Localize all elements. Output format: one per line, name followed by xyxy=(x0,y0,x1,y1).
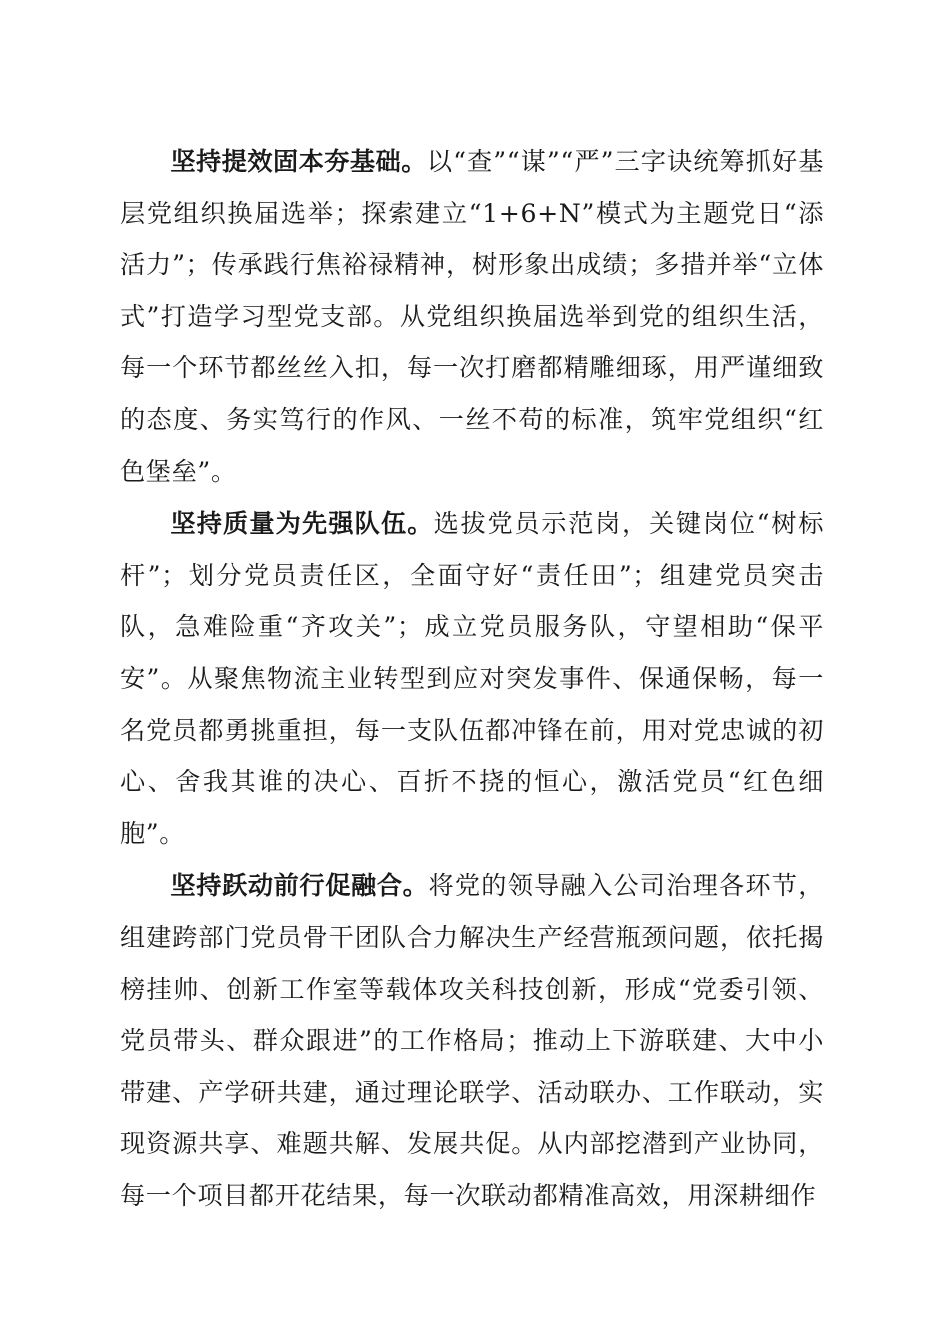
paragraph-foundation xyxy=(120,136,824,497)
document-page xyxy=(120,136,824,1221)
paragraph-body: 选拔党员示范岗，关键岗位“树标杆”；划分党员责任区，全面守好“责任田”；组建党员突击队，急难险重“齐攻关”；成立党员服务队，守望相助“保平安”。从聚焦物流主业转型到应对突发事件、保通保畅，每一名党员都勇挑重担，每一支队伍都冲锋在前，用对党忠诚的初心、舍我其谁的决心、百折不挠的恒心，激活党员“红色细胞”。 xyxy=(120,509,824,848)
paragraph-heading: 坚持质量为先强队伍。 xyxy=(170,509,434,539)
paragraph-team xyxy=(120,498,824,859)
paragraph-heading: 坚持提效固本夯基础。 xyxy=(170,147,427,176)
paragraph-body: 将党的领导融入公司治理各环节，组建跨部门党员骨干团队合力解决生产经营瓶颈问题，依托揭榜挂帅、创新工作室等载体攻关科技创新，形成“党委引领、党员带头、群众跟进”的工作格局；推动上下游联建、大中小带建、产学研共建，通过理论联学、活动联办、工作联动，实现资源共享、难题共解、发展共促。从内部挖潜到产业协同，每一个项目都开花结果，每一次联动都精准高效，用深耕细作 xyxy=(120,871,825,1210)
paragraph-heading: 坚持跃动前行促融合。 xyxy=(170,871,429,901)
paragraph-body: 以“查”“谋”“严”三字诀统筹抓好基层党组织换届选举；探索建立“1+6+N”模式为主题党日“添活力”；传承践行焦裕禄精神，树形象出成绩；多措并举“立体式”打造学习型党支部。从党组织换届选举到党的组织生活，每一个环节都丝丝入扣，每一次打磨都精雕细琢，用严谨细致的态度、务实笃行的作风、一丝不苟的标准，筑牢党组织“红色堡垒”。 xyxy=(120,147,825,486)
paragraph-integration xyxy=(120,860,824,1221)
